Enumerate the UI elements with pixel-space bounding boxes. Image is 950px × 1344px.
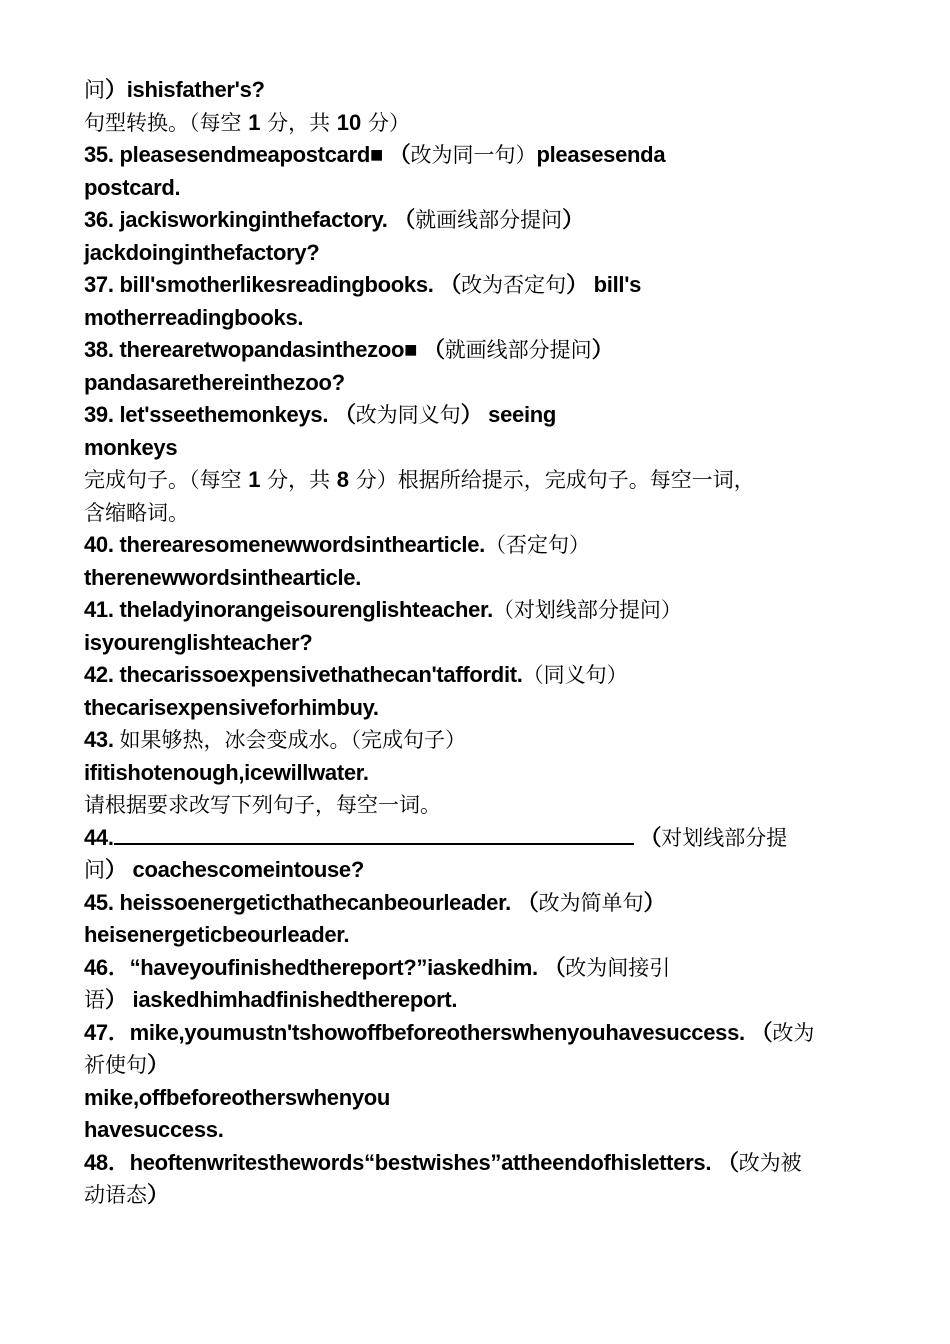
text-segment: 37. bill'smotherlikesreadingbooks. （ bbox=[84, 272, 462, 297]
text-line-l33 bbox=[84, 1114, 884, 1147]
text-segment: ） bbox=[147, 1052, 169, 1077]
text-line-l12 bbox=[84, 432, 884, 465]
text-line-l22 bbox=[84, 757, 884, 790]
text-line-l21 bbox=[84, 724, 884, 757]
text-segment: therenewwordsinthearticle. bbox=[84, 564, 362, 590]
text-line-l19 bbox=[84, 659, 884, 692]
text-segment: 改为简单句 bbox=[538, 890, 644, 915]
text-segment: 改为同义句 bbox=[355, 403, 461, 427]
text-segment: thecarisexpensiveforhimbuy. bbox=[84, 694, 379, 720]
text-segment: 分，共 bbox=[260, 468, 337, 492]
text-segment: （否定句） bbox=[484, 533, 590, 557]
text-segment: 1 bbox=[248, 109, 261, 135]
text-segment: 对划线部分提 bbox=[661, 825, 788, 850]
text-segment: 8 bbox=[336, 467, 350, 492]
text-line-l23 bbox=[84, 789, 884, 822]
text-segment: 改为同一句） bbox=[410, 143, 537, 167]
text-segment: 请根据要求改写下列句子，每空一词。 bbox=[84, 793, 441, 817]
text-line-l04 bbox=[84, 172, 884, 205]
text-segment: 42. thecarissoexpensivethathecan'taffordit. bbox=[84, 662, 523, 687]
text-segment: 动语态 bbox=[84, 1183, 147, 1207]
text-line-l09 bbox=[84, 334, 884, 367]
text-line-l29 bbox=[84, 984, 884, 1017]
text-line-l01 bbox=[84, 74, 884, 107]
text-segment: pleasesenda bbox=[536, 142, 666, 167]
text-segment: 分） bbox=[361, 110, 410, 135]
text-segment: 语 bbox=[84, 988, 105, 1012]
text-segment: 就画线部分提问 bbox=[444, 338, 592, 362]
text-segment: ） bbox=[147, 1182, 169, 1207]
text-segment: 改为否定句 bbox=[461, 273, 567, 297]
text-segment: mike,offbeforeotherswhenyou bbox=[84, 1084, 391, 1110]
text-line-l08 bbox=[84, 302, 884, 335]
text-segment: jackdoinginthefactory? bbox=[84, 239, 320, 265]
text-line-l03 bbox=[84, 139, 884, 172]
text-line-l10 bbox=[84, 367, 884, 400]
text-segment: havesuccess. bbox=[84, 1117, 224, 1142]
text-segment: ）ishisfather's? bbox=[105, 77, 265, 102]
text-line-l31 bbox=[84, 1049, 884, 1082]
text-segment: ） bbox=[591, 337, 614, 362]
text-segment: 完成句子。（每空 bbox=[84, 468, 249, 492]
text-segment: 36. jackisworkinginthefactory. （ bbox=[84, 207, 416, 232]
text-segment: 就画线部分提问 bbox=[415, 208, 563, 232]
text-segment: 1 bbox=[248, 467, 261, 492]
text-segment: 改为间接引 bbox=[565, 955, 671, 980]
text-segment: 35. pleasesendmeapostcard■ （ bbox=[84, 142, 411, 167]
text-segment: （对划线部分提问） bbox=[492, 598, 682, 622]
text-line-l17 bbox=[84, 594, 884, 627]
text-segment: 44. bbox=[84, 824, 114, 850]
text-segment: 39. let'sseethemonkeys. （ bbox=[84, 402, 356, 427]
text-segment: ifitishotenough,icewillwater. bbox=[84, 759, 369, 785]
text-segment: 48．heoftenwritesthewords“bestwishes”attheendofhisletters. （ bbox=[84, 1149, 739, 1175]
text-line-l13 bbox=[84, 464, 884, 497]
text-segment: ） bbox=[643, 889, 666, 915]
text-line-l11 bbox=[84, 399, 884, 432]
text-line-l18 bbox=[84, 627, 884, 660]
text-line-l26 bbox=[84, 887, 884, 920]
text-segment: 45. heissoenergeticthathecanbeourleader. （ bbox=[84, 889, 539, 915]
text-segment: ） bbox=[562, 207, 584, 232]
text-line-l34 bbox=[84, 1147, 884, 1180]
text-segment: 46．“haveyoufinishedthereport?”iaskedhim. （ bbox=[84, 954, 566, 980]
text-line-l25 bbox=[84, 854, 884, 887]
document-page bbox=[84, 74, 884, 1212]
text-segment: ） iaskedhimhadfinishedthereport. bbox=[105, 987, 458, 1012]
text-segment: （ bbox=[633, 824, 662, 850]
text-segment: 问 bbox=[84, 858, 105, 882]
text-line-l07 bbox=[84, 269, 884, 302]
text-line-l15 bbox=[84, 529, 884, 562]
text-line-l24 bbox=[84, 822, 884, 855]
text-line-l28 bbox=[84, 952, 884, 985]
text-segment: 41. theladyinorangeisourenglishteacher. bbox=[84, 597, 493, 622]
text-segment: 10 bbox=[336, 109, 362, 135]
text-segment: heisenergeticbeourleader. bbox=[84, 922, 350, 947]
text-line-l30 bbox=[84, 1017, 884, 1050]
text-segment: 47．mike,youmustn'tshowoffbeforeotherswhenyouhavesuccess. （ bbox=[84, 1019, 773, 1045]
text-line-l27 bbox=[84, 919, 884, 952]
text-segment: 句型转换。（每空 bbox=[84, 110, 249, 135]
text-segment: 含缩略词。 bbox=[84, 500, 189, 525]
text-segment: pandasarethereinthezoo? bbox=[84, 369, 345, 395]
text-segment: 如果够热，冰会变成水。（完成句子） bbox=[119, 728, 466, 752]
text-segment: ） bill's bbox=[566, 272, 642, 297]
text-line-l02 bbox=[84, 107, 884, 140]
text-segment: isyourenglishteacher? bbox=[84, 629, 313, 655]
text-segment: ） seeing bbox=[460, 402, 557, 427]
text-line-l14 bbox=[84, 497, 884, 530]
text-line-l35 bbox=[84, 1179, 884, 1212]
text-segment: monkeys bbox=[84, 434, 178, 460]
text-segment: ） coachescomeintouse? bbox=[105, 857, 365, 882]
text-segment: postcard. bbox=[84, 174, 181, 200]
text-line-l20 bbox=[84, 692, 884, 725]
text-segment: 问 bbox=[84, 78, 105, 102]
text-segment: 分）根据所给提示，完成句子。每空一词， bbox=[349, 468, 755, 492]
text-line-l32 bbox=[84, 1082, 884, 1115]
text-segment: motherreadingbooks. bbox=[84, 304, 304, 330]
text-segment: （同义句） bbox=[522, 663, 628, 687]
answer-blank bbox=[114, 823, 634, 845]
text-line-l05 bbox=[84, 204, 884, 237]
text-segment: 38. therearetwopandasinthezoo■ （ bbox=[84, 337, 445, 362]
text-segment: 祈使句 bbox=[84, 1053, 147, 1077]
text-segment: 分，共 bbox=[260, 110, 337, 135]
text-segment: 改为被 bbox=[738, 1150, 802, 1175]
text-segment: 43. bbox=[84, 727, 120, 752]
text-segment: 改为 bbox=[772, 1020, 815, 1045]
text-line-l06 bbox=[84, 237, 884, 270]
text-line-l16 bbox=[84, 562, 884, 595]
text-segment: 40. therearesomenewwordsinthearticle. bbox=[84, 532, 485, 557]
